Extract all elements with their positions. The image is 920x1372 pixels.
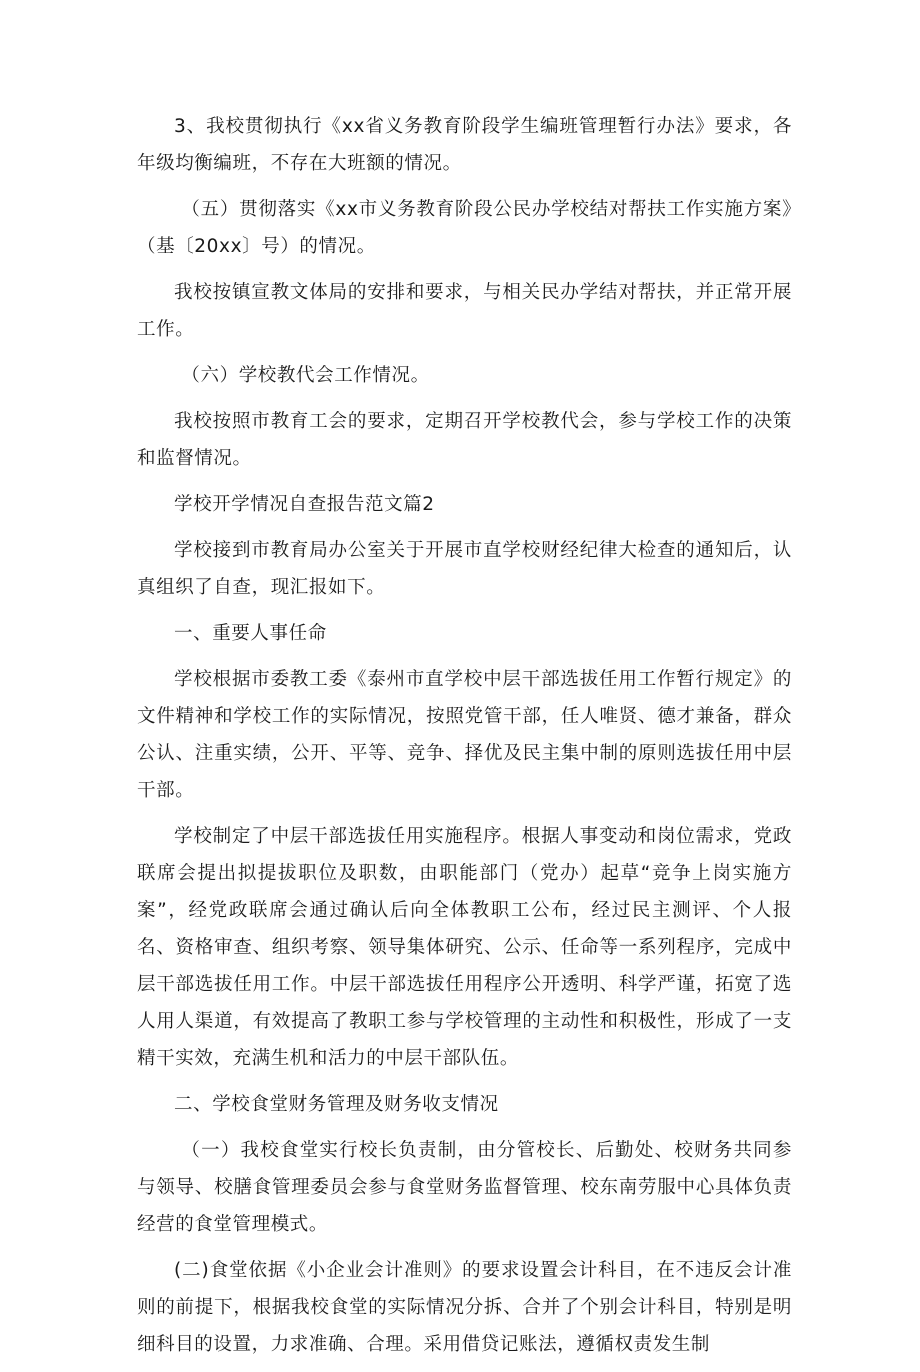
heading-personnel-appointment: 一、重要人事任命	[174, 623, 327, 644]
paragraph-canteen-accounting: (二)食堂依据《小企业会计准则》的要求设置会计科目，在不违反会计准则的前提下，根据我校食堂的实际情况分拆、合并了个别会计科目，特别是明细科目的设置，力求准确、合理。采用借贷记账法，遵循权责发生制	[137, 1260, 792, 1355]
document-body	[137, 108, 792, 1372]
heading-pairing-assistance: （五）贯彻落实《xx市义务教育阶段公民办学校结对帮扶工作实施方案》（基〔20xx〕号）的情况。	[137, 199, 792, 257]
section-title-report-2: 学校开学情况自查报告范文篇2	[174, 494, 435, 515]
heading-canteen-finance: 二、学校食堂财务管理及财务收支情况	[174, 1094, 499, 1115]
paragraph-staff-congress: 我校按照市教育工会的要求，定期召开学校教代会，参与学校工作的决策和监督情况。	[137, 411, 792, 469]
heading-staff-congress: （六）学校教代会工作情况。	[181, 365, 430, 386]
paragraph-class-assignment: 3、我校贯彻执行《xx省义务教育阶段学生编班管理暂行办法》要求，各年级均衡编班，不存在大班额的情况。	[137, 116, 792, 174]
paragraph-selection-principles: 学校根据市委教工委《泰州市直学校中层干部选拔任用工作暂行规定》的文件精神和学校工作的实际情况，按照党管干部，任人唯贤、德才兼备，群众公认、注重实绩，公开、平等、竞争、择优及民主集中制的原则选拔任用中层干部。	[137, 669, 792, 801]
paragraph-selection-procedure: 学校制定了中层干部选拔任用实施程序。根据人事变动和岗位需求，党政联席会提出拟提拔职位及职数，由职能部门（党办）起草“竞争上岗实施方案”，经党政联席会通过确认后向全体教职工公布，经过民主测评、个人报名、资格审查、组织考察、领导集体研究、公示、任命等一系列程序，完成中层干部选拔任用工作。中层干部选拔任用程序公开透明、科学严谨，拓宽了选人用人渠道，有效提高了教职工参与学校管理的主动性和积极性，形成了一支精干实效，充满生机和活力的中层干部队伍。	[137, 826, 792, 1069]
paragraph-pairing-assistance: 我校按镇宣教文体局的安排和要求，与相关民办学结对帮扶，并正常开展工作。	[137, 282, 792, 340]
paragraph-canteen-management: （一）我校食堂实行校长负责制，由分管校长、后勤处、校财务共同参与领导、校膳食管理委员会参与食堂财务监督管理、校东南劳服中心具体负责经营的食堂管理模式。	[137, 1140, 792, 1235]
paragraph-report-intro: 学校接到市教育局办公室关于开展市直学校财经纪律大检查的通知后，认真组织了自查，现汇报如下。	[137, 540, 792, 598]
